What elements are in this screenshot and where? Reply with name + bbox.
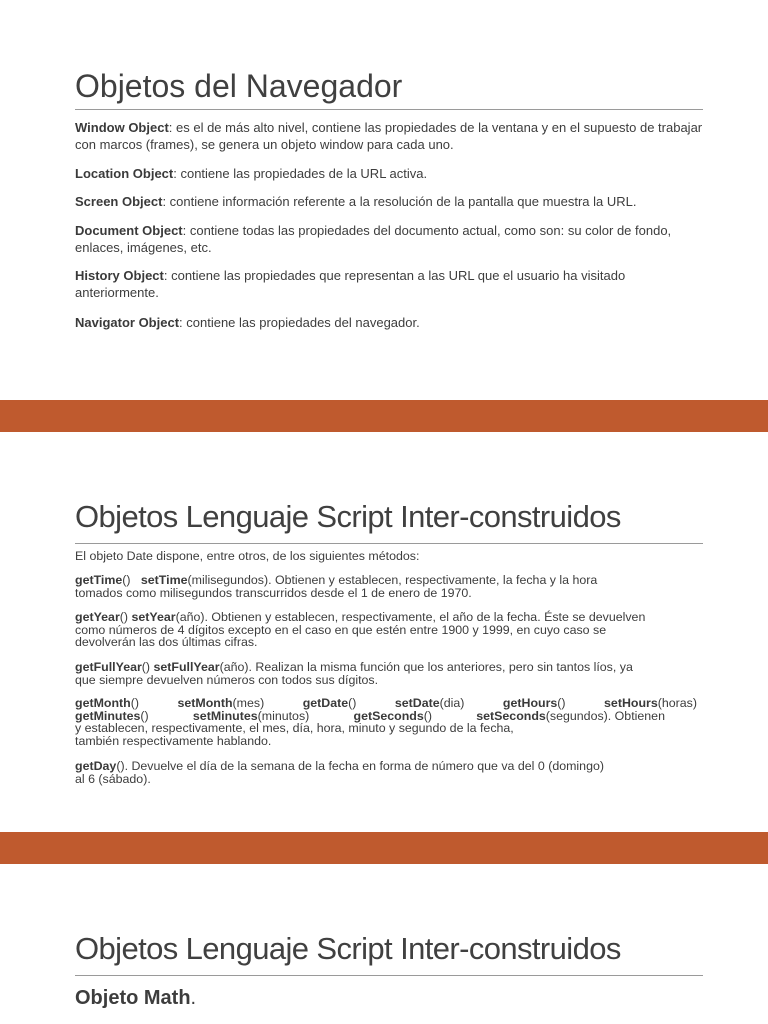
history-object-item: History Object: contiene las propiedades que representan a las URL que el usuario ha visitado anteriormente. (75, 268, 626, 300)
slide-1 (0, 0, 768, 400)
methods-row-2: getMinutes() setMinutes(minutos) getSeconds() setSeconds(segundos). Obtienen (75, 708, 665, 723)
document-object-item: Document Object: contiene todas las propiedades del documento actual, como son: su color de fondo, enlaces, imágenes, etc. (75, 223, 672, 255)
getyear-setyear-item: getYear() setYear(año). Obtienen y establecen, respectivamente, el año de la fecha. Éste se devuelven como números de 4 dígitos excepto en el caso en que estén entre 1900 y 1999, en cuyo caso se devolverán las dos últimas cifras. (75, 610, 646, 650)
month-date-hours-item: getMonth() setMonth(mes) getDate() setDate(dia) getHours() setHours(horas) getMinutes() setMinutes(minutos) getSeconds() setSeconds(segundos). Obtienen y establecen, respectivamente, el mes, día, hora, minuto y segundo de la fecha, también respectivamente hablando. (75, 696, 697, 748)
slide-1-title: Objetos del Navegador (75, 68, 403, 104)
slide-2-title: Objetos Lenguaje Script Inter-construidos (75, 499, 621, 534)
slide-2 (0, 432, 768, 832)
gettime-settime-item: getTime() setTime(milisegundos). Obtienen y establecen, respectivamente, la fecha y la hora tomados como milisegundos transcurridos desde el 1 de enero de 1970. (75, 573, 598, 600)
navigator-object-term: Navigator Object (75, 315, 180, 330)
title-rule (75, 543, 703, 544)
screen-object-item: Screen Object: contiene información referente a la resolución de la pantalla que muestra la URL. (75, 194, 637, 209)
math-object-heading: Objeto Math. (75, 987, 197, 1009)
history-object-term: History Object (75, 268, 164, 283)
methods-row-1: getMonth() setMonth(mes) getDate() setDate(dia) getHours() setHours(horas) (75, 696, 697, 710)
window-object-item: Window Object: es el de más alto nivel, contiene las propiedades de la ventana y en el supuesto de trabajar con marcos (frames), se genera un objeto window para cada uno. (75, 120, 703, 152)
document-object-term: Document Object (75, 223, 183, 238)
getfullyear-setfullyear-item: getFullYear() setFullYear(año). Realizan la misma función que los anteriores, pero sin tantos líos, ya que siempre devuelven números con todos sus dígitos. (75, 660, 633, 687)
location-object-item: Location Object: contiene las propiedades de la URL activa. (75, 166, 428, 181)
slide-divider-2 (0, 832, 768, 864)
location-object-term: Location Object (75, 166, 174, 181)
title-rule (75, 975, 703, 976)
getday-item: getDay(). Devuelve el día de la semana de la fecha en forma de número que va del 0 (domingo) al 6 (sábado). (75, 759, 604, 786)
title-rule (75, 109, 703, 110)
slide-3 (0, 864, 768, 1024)
slide-3-title: Objetos Lenguaje Script Inter-construidos (75, 931, 621, 966)
slide-divider-1 (0, 400, 768, 432)
window-object-term: Window Object (75, 120, 169, 135)
navigator-object-item: Navigator Object: contiene las propiedades del navegador. (75, 315, 420, 330)
screen-object-term: Screen Object (75, 194, 163, 209)
date-intro: El objeto Date dispone, entre otros, de los siguientes métodos: (75, 549, 420, 563)
